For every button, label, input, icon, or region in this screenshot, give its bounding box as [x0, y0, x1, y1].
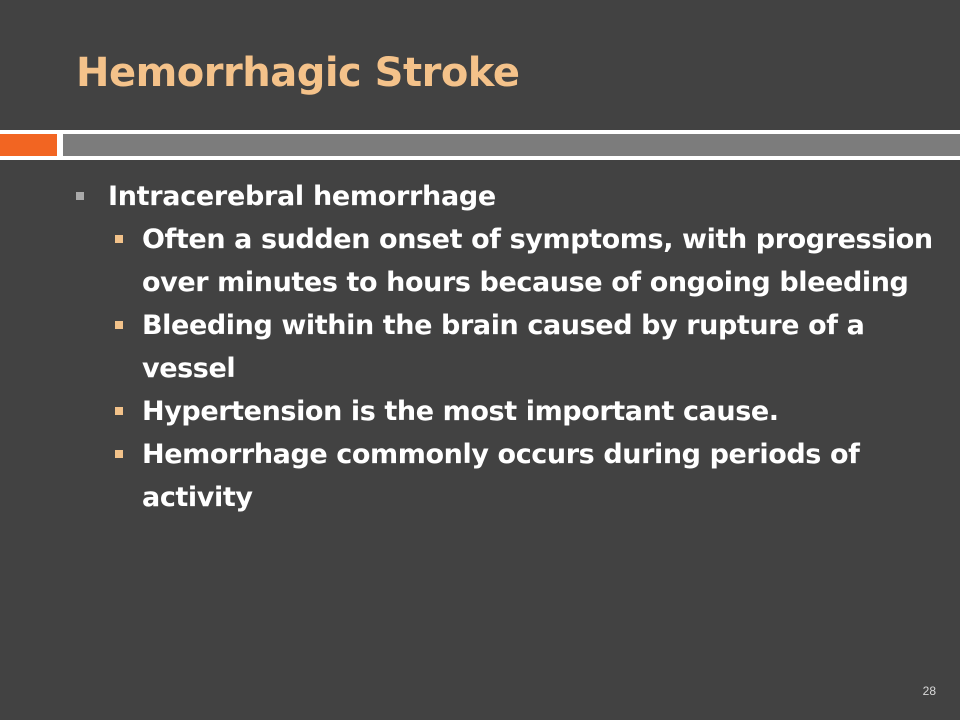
square-bullet-icon — [115, 450, 123, 458]
bullet-text: Hypertension is the most important cause. — [142, 396, 779, 427]
square-bullet-icon — [115, 407, 123, 415]
bullet-text: Often a sudden onset of symptoms, with progression over minutes to hours because of ongoing bleeding — [142, 224, 933, 298]
divider-bottom — [0, 156, 960, 160]
bullet-level2 — [108, 218, 936, 304]
bullet-text: Hemorrhage commonly occurs during periods of activity — [142, 439, 860, 513]
slide-title: Hemorrhagic Stroke — [76, 50, 520, 96]
bullet-level1 — [76, 176, 936, 218]
bullet-level2 — [108, 304, 936, 390]
slide-body — [76, 176, 936, 519]
header-band — [63, 134, 960, 156]
bullet-level2 — [108, 433, 936, 519]
bullet-level2 — [108, 390, 936, 433]
square-bullet-icon — [76, 192, 84, 200]
square-bullet-icon — [115, 321, 123, 329]
bullet-text: Intracerebral hemorrhage — [108, 181, 496, 212]
page-number: 28 — [922, 684, 936, 698]
accent-band — [0, 134, 57, 156]
square-bullet-icon — [115, 235, 123, 243]
bullet-text: Bleeding within the brain caused by rupture of a vessel — [142, 310, 865, 384]
